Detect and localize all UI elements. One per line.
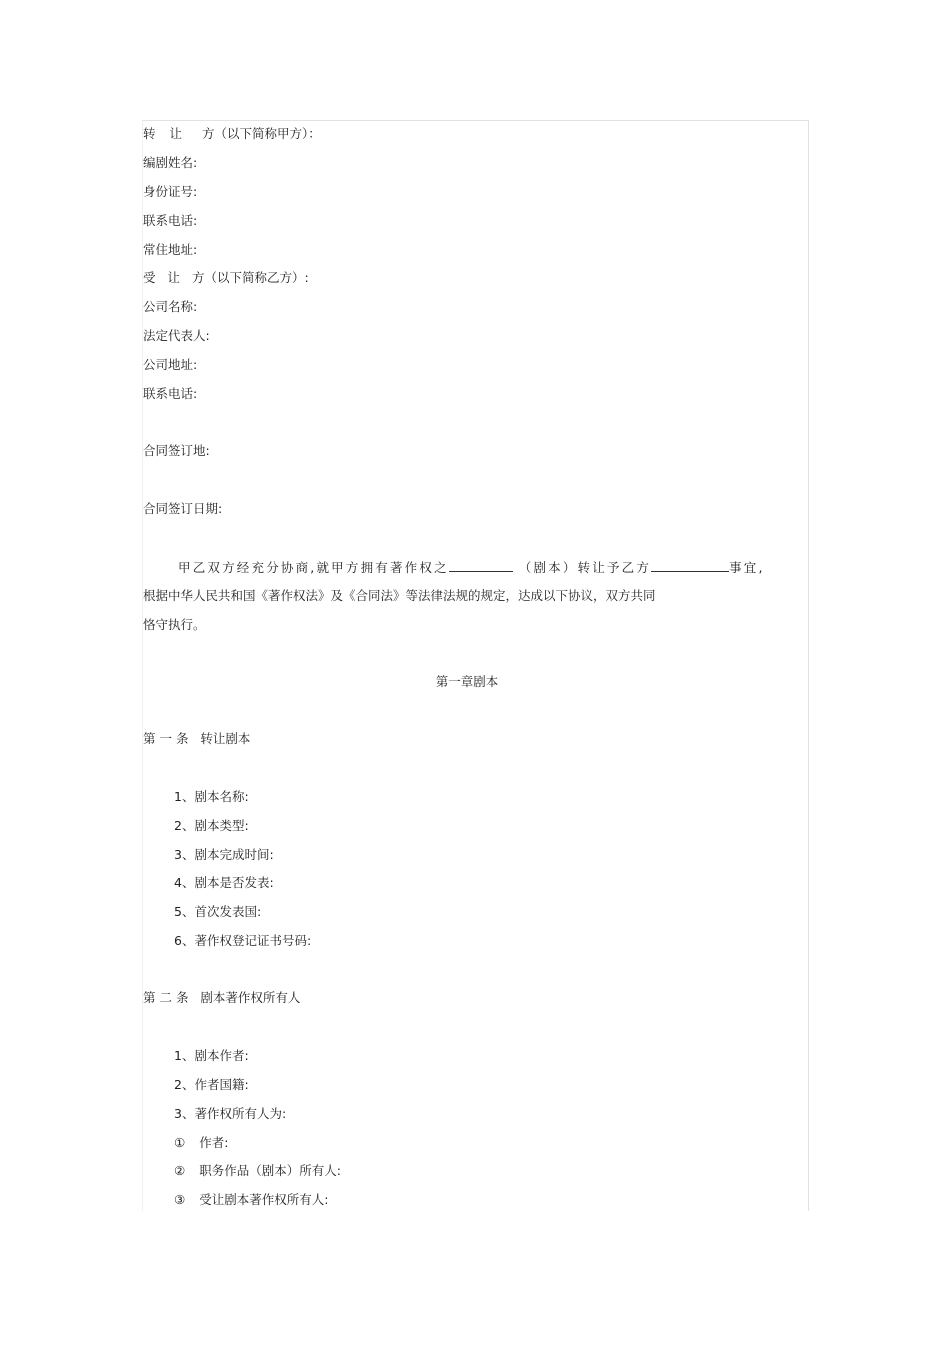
company-name-label: 公司名称:: [143, 299, 198, 314]
article-1-item: 4、剧本是否发表:: [174, 875, 274, 890]
article-1-item: 2、剧本类型:: [174, 818, 249, 833]
legal-rep-label: 法定代表人:: [143, 328, 210, 343]
transferor-address-label: 常住地址:: [143, 242, 198, 257]
writer-name-label: 编剧姓名:: [143, 155, 198, 170]
article-2-subitem: ② 职务作品（剧本）所有人:: [174, 1163, 341, 1178]
signing-date-label: 合同签订日期:: [143, 501, 223, 516]
article-1-item: 3、剧本完成时间:: [174, 847, 274, 862]
transferor-phone-label: 联系电话:: [143, 213, 198, 228]
article-2-subitem: ③ 受让剧本著作权所有人:: [174, 1192, 329, 1207]
article-2-subitem: ① 作者:: [174, 1135, 229, 1150]
preamble-line-1: 甲乙双方经充分协商,就甲方拥有著作权之 （剧本）转让予乙方 事宜,: [178, 560, 765, 575]
preamble-line-2: 根据中华人民共和国《著作权法》及《合同法》等法律法规的规定，达成以下协议，双方共同: [143, 588, 656, 603]
article-2-title: 第 二 条 剧本著作权所有人: [143, 990, 301, 1005]
article-1-item: 5、首次发表国:: [174, 904, 262, 919]
article-2-item: 2、作者国籍:: [174, 1077, 249, 1092]
company-address-label: 公司地址:: [143, 357, 198, 372]
article-1-title: 第 一 条 转让剧本: [143, 731, 251, 746]
signing-place-label: 合同签订地:: [143, 443, 210, 458]
transferee-phone-label: 联系电话:: [143, 386, 198, 401]
id-number-label: 身份证号:: [143, 184, 198, 199]
transferee-heading: 受 让 方（以下简称乙方）:: [143, 270, 309, 285]
preamble-line-3: 恪守执行。: [143, 617, 206, 632]
transferor-heading: 转 让 方（以下简称甲方）：: [143, 126, 321, 141]
transfer-item-blank: [651, 559, 729, 572]
script-name-blank: [449, 559, 513, 572]
article-1-item: 6、著作权登记证书号码:: [174, 933, 312, 948]
article-2-item: 1、剧本作者:: [174, 1048, 249, 1063]
chapter-title: 第一章剧本: [435, 674, 499, 689]
article-1-item: 1、剧本名称:: [174, 789, 249, 804]
article-2-item: 3、著作权所有人为:: [174, 1106, 287, 1121]
